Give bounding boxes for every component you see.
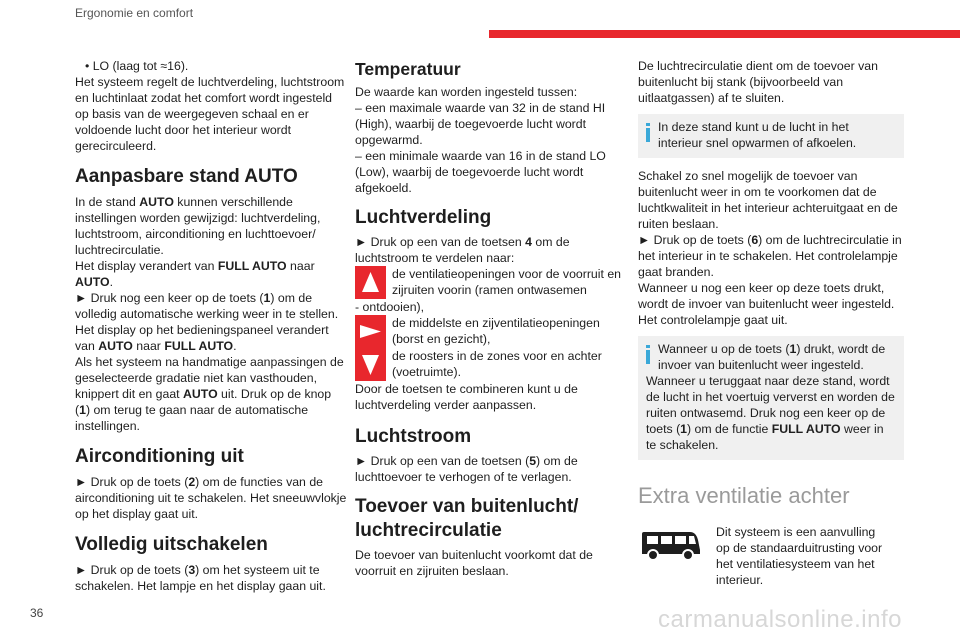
- info-box-1-text: In deze stand kunt u de lucht in het interieur snel opwarmen of afkoelen.: [658, 120, 857, 150]
- watermark: carmanualsonline.info: [658, 606, 902, 633]
- info-icon: [646, 345, 650, 373]
- auto-paragraph-2: Het display verandert van FULL AUTO naar AUTO.: [75, 259, 315, 289]
- heading-airflow: Luchtstroom: [355, 426, 472, 447]
- heading-distribution: Luchtverdeling: [355, 207, 492, 228]
- recirc-paragraph-2: Schakel zo snel mogelijk de toevoer van buitenlucht weer in om te voorkomen dat de luchtkwaliteit in het interieur achteruitgaat en de ruiten beslaan.: [638, 169, 898, 231]
- arrow-up-icon: [355, 266, 386, 299]
- heading-auto: Aanpasbare stand AUTO: [75, 166, 298, 187]
- dist-option-windscreen: [355, 266, 623, 299]
- dist-paragraph-1: ► Druk op een van de toetsen 4 om de luchtstroom te verdelen naar:: [355, 235, 570, 265]
- header-accent-bar: [489, 30, 960, 38]
- section-header: Ergonomie en comfort: [75, 6, 194, 20]
- page-number: 36: [30, 606, 44, 620]
- recirc-paragraph-1: De luchtrecirculatie dient om de toevoer van buitenlucht bij stank (bijvoorbeeld van uitlaatgassen) af te sluiten.: [638, 59, 878, 105]
- recirc-paragraph-3: ► Druk op de toets (6) om de luchtrecirculatie in het interieur in te schakelen. Het controlelampje gaat branden.: [638, 233, 902, 279]
- auto-paragraph-1: In de stand AUTO kunnen verschillende instellingen worden gewijzigd: luchtverdeling, luchtstroom, airconditioning en luchttoevoer/ luchtrecirculatie.: [75, 195, 321, 257]
- bullet-lo: • LO (laag tot ≈16).: [85, 59, 189, 73]
- dist-option-feet: [355, 348, 623, 381]
- heading-temperature: Temperatuur: [355, 59, 461, 79]
- heading-supply: Toevoer van buitenlucht/ luchtrecirculatie: [355, 496, 579, 541]
- van-icon: [638, 524, 702, 564]
- dist-option-windscreen-text: de ventilatieopeningen voor de voorruit en zijruiten voorin (ramen ontwasemen: [392, 267, 622, 297]
- dist-option-face-text: de middelste en zijventilatieopeningen (borst en gezicht),: [392, 316, 600, 346]
- info-box-2-text-a: Wanneer u op de toets (1) drukt, wordt de invoer van buitenlucht weer ingesteld.: [658, 342, 886, 372]
- auto-paragraph-4: Als het systeem na handmatige aanpassingen de geselecteerde gradatie niet kan vasthouden, knippert dit en gaat AUTO uit. Druk op de knop (1) om terug te gaan naar de automatische instellingen.: [75, 355, 344, 433]
- arrow-down-icon: [355, 348, 386, 381]
- info-box-2: [638, 336, 904, 460]
- dist-option-windscreen-cont: - ontdooien),: [355, 300, 425, 314]
- dist-option-feet-text: de roosters in de zones voor en achter (voetruimte).: [392, 349, 602, 379]
- heading-extra-ventilation: Extra ventilatie achter: [638, 483, 850, 508]
- info-box-1: [638, 114, 904, 158]
- off-paragraph: ► Druk op de toets (3) om het systeem uit te schakelen. Het lampje en het display gaan uit.: [75, 563, 326, 593]
- dist-paragraph-2: Door de toetsen te combineren kunt u de luchtverdeling verder aanpassen.: [355, 382, 578, 412]
- auto-paragraph-3: ► Druk nog een keer op de toets (1) om de volledig automatische werking weer in te stellen. Het display op het bedieningspaneel verandert van AUTO naar FULL AUTO.: [75, 291, 339, 353]
- temp-paragraph-3: – een minimale waarde van 16 in de stand LO (Low), waarbij de toegevoerde lucht wordt afgekoeld.: [355, 149, 606, 195]
- ac-paragraph: ► Druk op de toets (2) om de functies van de airconditioning uit te schakelen. Het sneeuwvlokje op het display gaat uit.: [75, 475, 347, 521]
- recirc-paragraph-4: Wanneer u nog een keer op deze toets drukt, wordt de invoer van buitenlucht weer ingesteld. Het controlelampje gaat uit.: [638, 281, 895, 327]
- temp-paragraph-1: De waarde kan worden ingesteld tussen:: [355, 85, 578, 99]
- column-3: [638, 58, 904, 588]
- column-2: [355, 58, 623, 579]
- temp-paragraph-2: – een maximale waarde van 32 in de stand HI (High), waarbij de toegevoerde lucht wordt opgewarmd.: [355, 101, 606, 147]
- dist-option-face: [355, 315, 623, 348]
- column-1: [75, 58, 347, 594]
- extra-ventilation-text: Dit systeem is een aanvulling op de standaarduitrusting voor het ventilatiesysteem van het interieur.: [716, 525, 883, 587]
- heading-full-off: Volledig uitschakelen: [75, 534, 268, 555]
- extra-ventilation-block: [638, 524, 904, 588]
- info-box-2-text-b: Wanneer u teruggaat naar deze stand, wordt de lucht in het voertuig ververst en worden de ruiten ontwasemd. Druk nog een keer op de toets (1) om de functie FULL AUTO weer in te schakelen.: [646, 374, 895, 452]
- flow-paragraph: ► Druk op een van de toetsen (5) om de luchttoevoer te verhogen of te verlagen.: [355, 454, 578, 484]
- arrow-right-icon: [355, 315, 386, 348]
- heading-ac-off: Airconditioning uit: [75, 446, 244, 467]
- info-icon: [646, 123, 650, 151]
- intro-paragraph: Het systeem regelt de luchtverdeling, luchtstroom en luchtinlaat zodat het comfort wordt ingesteld op basis van de weergegeven schaal en er voldoende lucht door het interieur wordt gerecirculeerd.: [75, 75, 345, 153]
- supply-paragraph: De toevoer van buitenlucht voorkomt dat de voorruit en zijruiten beslaan.: [355, 548, 593, 578]
